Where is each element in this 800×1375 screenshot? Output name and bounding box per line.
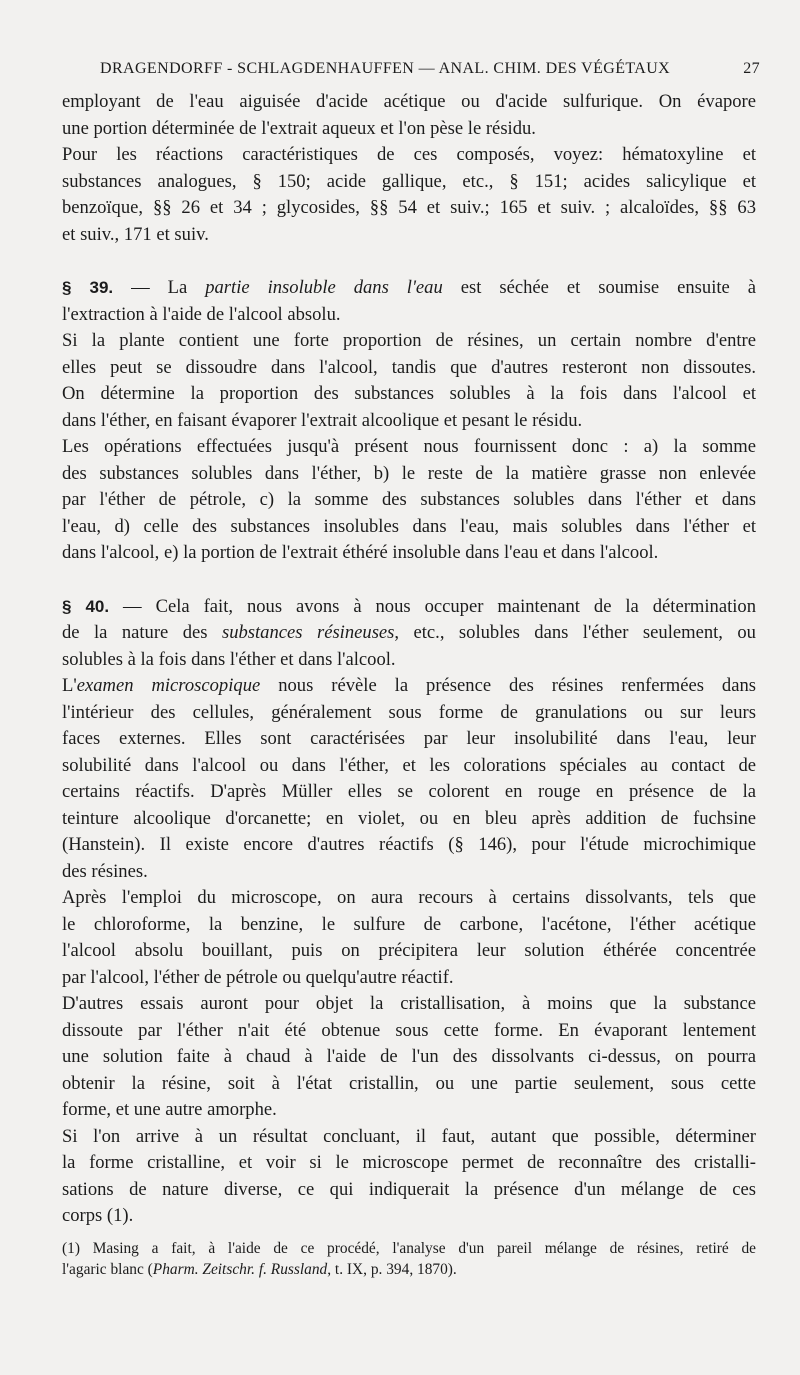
text-line: le chloroforme, la benzine, le sulfure de carbone, l'acétone, l'éther acétique xyxy=(62,913,756,935)
section-number: § 40. xyxy=(62,596,110,616)
paragraph xyxy=(62,1124,756,1230)
text-line: l'eau, d) celle des substances insolubles dans l'eau, mais solubles dans l'éther et xyxy=(62,515,756,537)
emphasis: partie insoluble dans l'eau xyxy=(205,277,443,298)
text-line: Si la plante contient une forte proportion de résines, un certain nombre d'entre xyxy=(62,330,756,351)
text-line: On détermine la proportion des substances solubles à la fois dans l'alcool et xyxy=(62,383,756,404)
text-line: des substances solubles dans l'éther, b) le reste de la matière grasse non enlevée xyxy=(62,462,756,484)
text-line xyxy=(62,620,756,647)
text-line: solubles à la fois dans l'éther et dans l'alcool. xyxy=(62,648,396,670)
paragraph xyxy=(62,885,756,991)
text-line xyxy=(62,673,756,700)
text-line: (Hanstein). Il existe encore d'autres réactifs (§ 146), pour l'étude microchimique xyxy=(62,834,756,855)
text-line: substances analogues, § 150; acide gallique, etc., § 151; acides salicylique et xyxy=(62,170,756,192)
text-line: Pour les réactions caractéristiques de ces composés, voyez: hématoxyline et xyxy=(62,144,756,165)
text-fragment: , etc., solubles dans l'éther seulement, ou xyxy=(394,622,756,643)
text-line: dissoute par l'éther n'ait été obtenue sous cette forme. En évaporant lentement xyxy=(62,1019,756,1041)
text-line: corps (1). xyxy=(62,1205,134,1226)
text-line: forme, et une autre amorphe. xyxy=(62,1099,277,1120)
text-line: D'autres essais auront pour objet la cristallisation, à moins que la substance xyxy=(62,993,756,1014)
text-line: par l'éther de pétrole, c) la somme des substances solubles dans l'éther et dans xyxy=(62,489,756,510)
text-line: dans l'alcool, e) la portion de l'extrait éthéré insoluble dans l'eau et dans l'alcool. xyxy=(62,542,659,563)
section-39 xyxy=(62,275,756,328)
text-line: obtenir la résine, soit à l'état cristallin, ou une partie seulement, sous cette xyxy=(62,1072,756,1094)
text-line: une solution faite à chaud à l'aide de l'un des dissolvants ci-dessus, on pourra xyxy=(62,1046,756,1067)
text-line: sations de nature diverse, ce qui indiquerait la présence d'un mélange de ces xyxy=(62,1178,756,1200)
text-line xyxy=(62,594,756,621)
footnote-line: (1) Masing a fait, à l'aide de ce procédé, l'analyse d'un pareil mélange de résines, retiré de xyxy=(62,1240,756,1257)
text-line: teinture alcoolique d'orcanette; en violet, ou en bleu après addition de fuchsine xyxy=(62,807,756,829)
text-line: solubilité dans l'alcool ou dans l'éther, et les colorations spéciales au contact de xyxy=(62,754,756,776)
text-line: l'extraction à l'aide de l'alcool absolu. xyxy=(62,303,341,325)
text-line: la forme cristalline, et voir si le microscope permet de reconnaître des cristalli- xyxy=(62,1152,756,1173)
paragraph xyxy=(62,328,756,434)
text-line: Après l'emploi du microscope, on aura recours à certains dissolvants, tels que xyxy=(62,887,756,908)
text-line: faces externes. Elles sont caractérisées par leur insolubilité dans l'eau, leur xyxy=(62,728,756,749)
text-line: une portion déterminée de l'extrait aqueux et l'on pèse le résidu. xyxy=(62,117,536,139)
footnote-line xyxy=(62,1259,756,1280)
text-fragment: de la nature des xyxy=(62,622,222,643)
paragraph xyxy=(62,991,756,1124)
running-title: DRAGENDORFF - SCHLAGDENHAUFFEN — ANAL. CHIM. DES VÉGÉTAUX xyxy=(100,60,671,77)
text-line: benzoïque, §§ 26 et 34 ; glycosides, §§ 54 et suiv.; 165 et suiv. ; alcaloïdes, §§ 63 xyxy=(62,197,756,218)
paragraph xyxy=(62,434,756,567)
text-line: des résines. xyxy=(62,860,148,882)
footnote xyxy=(62,1238,756,1280)
text-fragment: , t. IX, p. 394, 1870). xyxy=(327,1261,457,1278)
emphasis: substances résineuses xyxy=(221,622,395,643)
page-number: 27 xyxy=(743,60,760,77)
paragraph xyxy=(62,89,756,142)
text-line: et suiv., 171 et suiv. xyxy=(62,223,209,245)
section-number: § 39. xyxy=(62,278,114,297)
text-fragment: L' xyxy=(62,675,77,696)
text-line: elles peut se dissoudre dans l'alcool, tandis que d'autres resteront non dissoutes. xyxy=(62,356,756,378)
text-line: employant de l'eau aiguisée d'acide acétique ou d'acide sulfurique. On évapore xyxy=(62,91,756,112)
paragraph xyxy=(62,142,756,248)
paragraph xyxy=(62,673,756,885)
text-line: Si l'on arrive à un résultat concluant, il faut, autant que possible, déterminer xyxy=(62,1125,756,1147)
text-line xyxy=(62,275,756,302)
citation-title: Pharm. Zeitschr. f. Russland xyxy=(152,1261,328,1278)
text-line: Les opérations effectuées jusqu'à présent nous fournissent donc : a) la somme xyxy=(62,436,756,457)
text-line: l'intérieur des cellules, généralement sous forme de granulations ou sur leurs xyxy=(62,701,756,723)
section-40 xyxy=(62,594,756,674)
text-line: par l'alcool, l'éther de pétrole ou quelqu'autre réactif. xyxy=(62,966,454,988)
body-text xyxy=(62,89,756,1230)
text-fragment: l'agaric blanc ( xyxy=(62,1261,153,1278)
text-line: certains réactifs. D'après Müller elles se colorent en rouge en présence de la xyxy=(62,781,756,802)
emphasis: examen microscopique xyxy=(76,675,261,696)
text-line: l'alcool absolu bouillant, puis on précipitera leur solution éthérée concentrée xyxy=(62,940,756,961)
text-line: dans l'éther, en faisant évaporer l'extrait alcoolique et pesant le résidu. xyxy=(62,409,583,431)
text-fragment: — La xyxy=(113,277,206,298)
text-fragment: — Cela fait, nous avons à nous occuper maintenant de la détermination xyxy=(109,595,756,617)
text-fragment: est séchée et soumise ensuite à xyxy=(442,277,756,298)
text-fragment: nous révèle la présence des résines renfermées dans xyxy=(260,675,756,696)
